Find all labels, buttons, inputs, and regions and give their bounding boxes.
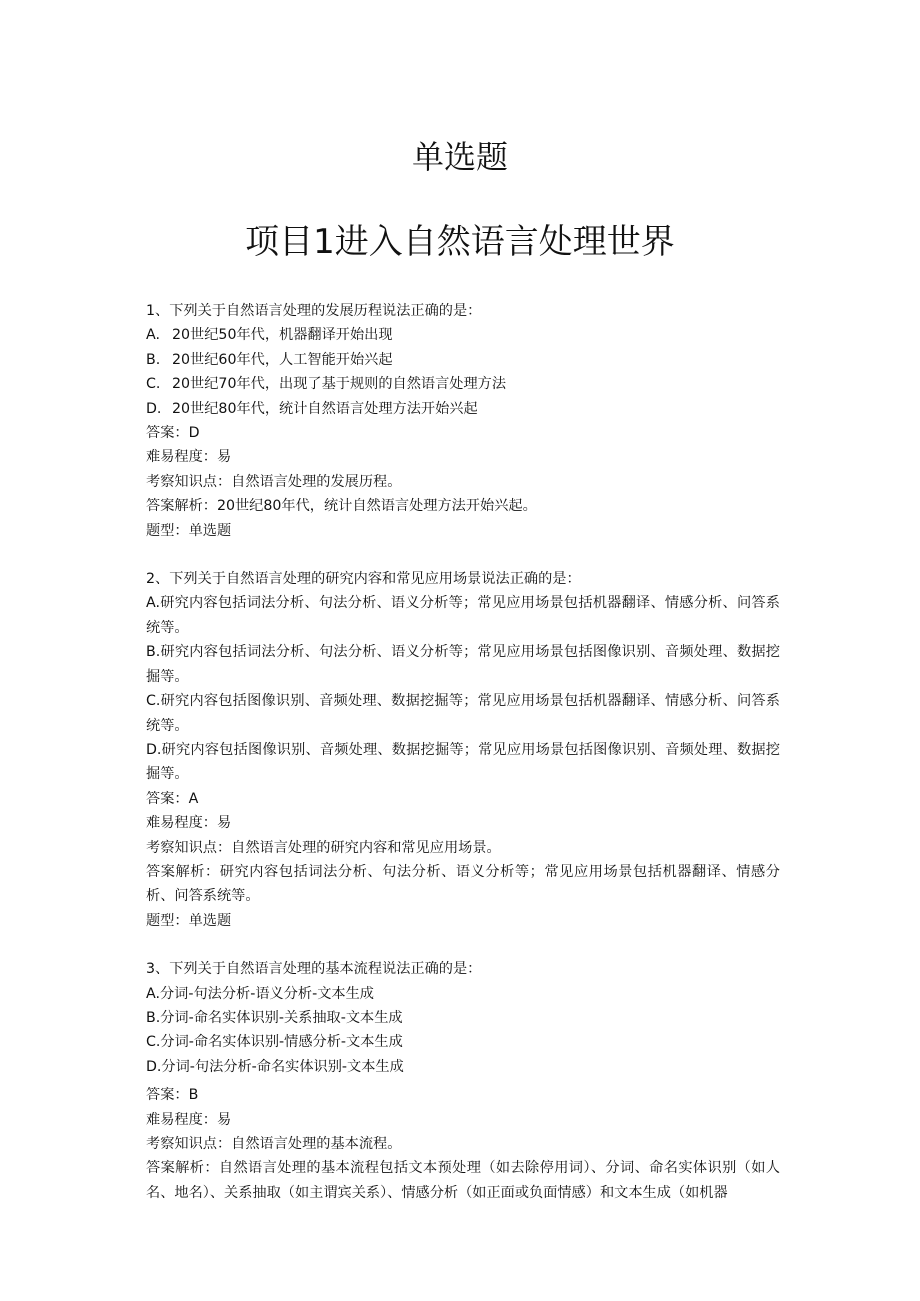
answer-explanation: 答案解析：研究内容包括词法分析、句法分析、语义分析等；常见应用场景包括机器翻译、情感分析、问答系统等。 — [146, 863, 780, 905]
answer-explanation: 答案解析：20世纪80年代，统计自然语言处理方法开始兴起。 — [146, 498, 537, 515]
question-1 — [146, 299, 780, 543]
option-b — [146, 348, 780, 372]
option-label: D. — [146, 400, 162, 417]
option-d: D.研究内容包括图像识别、音频处理、数据挖掘等；常见应用场景包括图像识别、音频处理、数据挖掘等。 — [146, 741, 780, 783]
knowledge-point: 考察知识点：自然语言处理的研究内容和常见应用场景。 — [146, 839, 501, 856]
option-text: 20世纪80年代，统计自然语言处理方法开始兴起 — [172, 400, 478, 417]
option-c — [146, 372, 780, 396]
option-a — [146, 323, 780, 347]
option-label: B. — [146, 351, 161, 368]
option-label: C. — [146, 376, 161, 393]
option-a: A.研究内容包括词法分析、句法分析、语义分析等；常见应用场景包括机器翻译、情感分析、问答系统等。 — [146, 595, 780, 636]
option-text: 20世纪70年代，出现了基于规则的自然语言处理方法 — [172, 376, 507, 393]
question-stem: 3、下列关于自然语言处理的基本流程说法正确的是： — [146, 961, 482, 978]
question-3 — [146, 957, 780, 1205]
option-a: A.分词-句法分析-语义分析-文本生成 — [146, 985, 374, 1002]
document-heading: 单选题 — [411, 138, 508, 176]
question-stem: 2、下列关于自然语言处理的研究内容和常见应用场景说法正确的是： — [146, 571, 581, 588]
question-stem: 1、下列关于自然语言处理的发展历程说法正确的是： — [146, 303, 482, 319]
option-text: 20世纪60年代，人工智能开始兴起 — [172, 351, 393, 368]
option-b: B.研究内容包括词法分析、句法分析、语义分析等；常见应用场景包括图像识别、音频处理、数据挖掘等。 — [146, 644, 780, 685]
option-c: C.分词-命名实体识别-情感分析-文本生成 — [146, 1034, 403, 1051]
option-c: C.研究内容包括图像识别、音频处理、数据挖掘等；常见应用场景包括机器翻译、情感分析、问答系统等。 — [146, 693, 780, 734]
question-2 — [146, 567, 780, 933]
difficulty: 难易程度：易 — [146, 1111, 232, 1128]
answer: 答案：D — [146, 425, 200, 442]
question-type: 题型：单选题 — [146, 522, 232, 539]
question-type: 题型：单选题 — [146, 912, 232, 929]
difficulty: 难易程度：易 — [146, 449, 232, 466]
difficulty: 难易程度：易 — [146, 815, 232, 832]
option-label: A. — [146, 327, 160, 344]
option-d: D.分词-句法分析-命名实体识别-文本生成 — [146, 1058, 404, 1075]
answer: 答案：B — [146, 1087, 199, 1104]
knowledge-point: 考察知识点：自然语言处理的发展历程。 — [146, 473, 402, 490]
document-subheading: 项目1进入自然语言处理世界 — [245, 222, 675, 262]
knowledge-point: 考察知识点：自然语言处理的基本流程。 — [146, 1136, 402, 1152]
option-text: 20世纪50年代，机器翻译开始出现 — [172, 327, 393, 344]
answer-explanation: 答案解析：自然语言处理的基本流程包括文本预处理（如去除停用词）、分词、命名实体识别（如人名、地名）、关系抽取（如主谓宾关系）、情感分析（如正面或负面情感）和文本生成（如机器 — [146, 1160, 780, 1201]
option-d — [146, 397, 780, 421]
answer: 答案：A — [146, 790, 199, 807]
question-list — [146, 299, 780, 1229]
option-b: B.分词-命名实体识别-关系抽取-文本生成 — [146, 1009, 403, 1026]
